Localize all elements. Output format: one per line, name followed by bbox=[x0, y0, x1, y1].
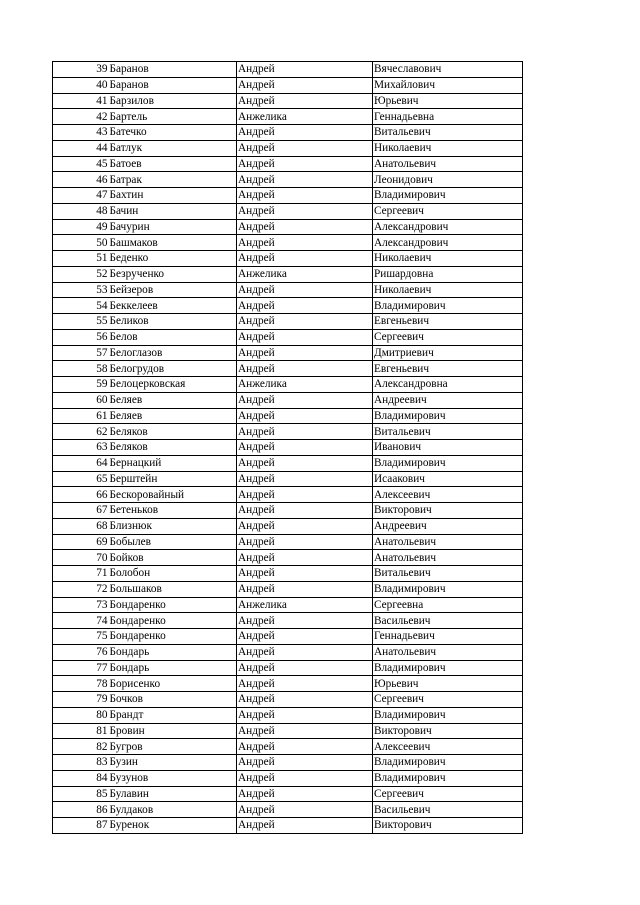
last-name-cell: Болобон bbox=[109, 566, 237, 582]
first-name-cell: Андрей bbox=[237, 156, 373, 172]
first-name-cell: Анжелика bbox=[237, 266, 373, 282]
row-number-cell: 55 bbox=[53, 314, 109, 330]
row-number-cell: 76 bbox=[53, 644, 109, 660]
row-number-cell: 63 bbox=[53, 440, 109, 456]
first-name-cell: Андрей bbox=[237, 786, 373, 802]
table-row bbox=[53, 93, 523, 109]
last-name-cell: Безрученко bbox=[109, 266, 237, 282]
first-name-cell: Андрей bbox=[237, 408, 373, 424]
table-row bbox=[53, 109, 523, 125]
table-row bbox=[53, 770, 523, 786]
last-name-cell: Баранов bbox=[109, 77, 237, 93]
last-name-cell: Барзилов bbox=[109, 93, 237, 109]
middle-name-cell: Александрович bbox=[373, 235, 523, 251]
first-name-cell: Андрей bbox=[237, 802, 373, 818]
last-name-cell: Большаков bbox=[109, 581, 237, 597]
row-number-cell: 41 bbox=[53, 93, 109, 109]
row-number-cell: 48 bbox=[53, 203, 109, 219]
last-name-cell: Бескоровайный bbox=[109, 487, 237, 503]
last-name-cell: Бартель bbox=[109, 109, 237, 125]
table-row bbox=[53, 581, 523, 597]
last-name-cell: Беляев bbox=[109, 392, 237, 408]
table-row bbox=[53, 140, 523, 156]
first-name-cell: Андрей bbox=[237, 471, 373, 487]
table-row bbox=[53, 534, 523, 550]
row-number-cell: 49 bbox=[53, 219, 109, 235]
middle-name-cell: Сергеевич bbox=[373, 786, 523, 802]
row-number-cell: 54 bbox=[53, 298, 109, 314]
last-name-cell: Белоглазов bbox=[109, 345, 237, 361]
first-name-cell: Андрей bbox=[237, 219, 373, 235]
row-number-cell: 81 bbox=[53, 723, 109, 739]
middle-name-cell: Анатольевич bbox=[373, 156, 523, 172]
table-row bbox=[53, 676, 523, 692]
middle-name-cell: Дмитриевич bbox=[373, 345, 523, 361]
middle-name-cell: Владимирович bbox=[373, 298, 523, 314]
middle-name-cell: Викторович bbox=[373, 818, 523, 834]
middle-name-cell: Ришардовна bbox=[373, 266, 523, 282]
table-row bbox=[53, 314, 523, 330]
middle-name-cell: Вячеславович bbox=[373, 62, 523, 78]
middle-name-cell: Юрьевич bbox=[373, 93, 523, 109]
row-number-cell: 78 bbox=[53, 676, 109, 692]
middle-name-cell: Владимирович bbox=[373, 581, 523, 597]
last-name-cell: Башмаков bbox=[109, 235, 237, 251]
middle-name-cell: Николаевич bbox=[373, 140, 523, 156]
last-name-cell: Борисенко bbox=[109, 676, 237, 692]
names-table bbox=[52, 61, 523, 834]
middle-name-cell: Сергеевна bbox=[373, 597, 523, 613]
table-row bbox=[53, 739, 523, 755]
last-name-cell: Бондаренко bbox=[109, 597, 237, 613]
first-name-cell: Андрей bbox=[237, 392, 373, 408]
table-row bbox=[53, 692, 523, 708]
first-name-cell: Андрей bbox=[237, 566, 373, 582]
middle-name-cell: Васильевич bbox=[373, 802, 523, 818]
last-name-cell: Бузунов bbox=[109, 770, 237, 786]
row-number-cell: 53 bbox=[53, 282, 109, 298]
last-name-cell: Бондарь bbox=[109, 644, 237, 660]
middle-name-cell: Алексеевич bbox=[373, 739, 523, 755]
last-name-cell: Беляков bbox=[109, 440, 237, 456]
table-row bbox=[53, 188, 523, 204]
table-row bbox=[53, 629, 523, 645]
row-number-cell: 83 bbox=[53, 755, 109, 771]
last-name-cell: Бойков bbox=[109, 550, 237, 566]
table-row bbox=[53, 219, 523, 235]
table-row bbox=[53, 487, 523, 503]
middle-name-cell: Иванович bbox=[373, 440, 523, 456]
table-row bbox=[53, 298, 523, 314]
first-name-cell: Андрей bbox=[237, 361, 373, 377]
last-name-cell: Бузин bbox=[109, 755, 237, 771]
table-row bbox=[53, 203, 523, 219]
middle-name-cell: Владимирович bbox=[373, 660, 523, 676]
first-name-cell: Андрей bbox=[237, 172, 373, 188]
row-number-cell: 79 bbox=[53, 692, 109, 708]
middle-name-cell: Михайлович bbox=[373, 77, 523, 93]
table-row bbox=[53, 440, 523, 456]
middle-name-cell: Сергеевич bbox=[373, 329, 523, 345]
row-number-cell: 45 bbox=[53, 156, 109, 172]
row-number-cell: 82 bbox=[53, 739, 109, 755]
table-row bbox=[53, 77, 523, 93]
last-name-cell: Буренок bbox=[109, 818, 237, 834]
middle-name-cell: Андреевич bbox=[373, 392, 523, 408]
last-name-cell: Бугров bbox=[109, 739, 237, 755]
last-name-cell: Бровин bbox=[109, 723, 237, 739]
middle-name-cell: Анатольевич bbox=[373, 534, 523, 550]
row-number-cell: 57 bbox=[53, 345, 109, 361]
first-name-cell: Анжелика bbox=[237, 377, 373, 393]
table-row bbox=[53, 566, 523, 582]
first-name-cell: Андрей bbox=[237, 581, 373, 597]
table-row bbox=[53, 345, 523, 361]
first-name-cell: Андрей bbox=[237, 723, 373, 739]
middle-name-cell: Витальевич bbox=[373, 566, 523, 582]
last-name-cell: Белоцерковская bbox=[109, 377, 237, 393]
table-row bbox=[53, 377, 523, 393]
row-number-cell: 51 bbox=[53, 251, 109, 267]
table-row bbox=[53, 723, 523, 739]
middle-name-cell: Владимирович bbox=[373, 707, 523, 723]
last-name-cell: Бобылев bbox=[109, 534, 237, 550]
table-row bbox=[53, 361, 523, 377]
last-name-cell: Бейзеров bbox=[109, 282, 237, 298]
row-number-cell: 80 bbox=[53, 707, 109, 723]
row-number-cell: 50 bbox=[53, 235, 109, 251]
last-name-cell: Беляев bbox=[109, 408, 237, 424]
first-name-cell: Андрей bbox=[237, 235, 373, 251]
middle-name-cell: Николаевич bbox=[373, 282, 523, 298]
middle-name-cell: Геннадьевна bbox=[373, 109, 523, 125]
table-row bbox=[53, 408, 523, 424]
middle-name-cell: Викторович bbox=[373, 503, 523, 519]
last-name-cell: Бондаренко bbox=[109, 613, 237, 629]
row-number-cell: 39 bbox=[53, 62, 109, 78]
row-number-cell: 66 bbox=[53, 487, 109, 503]
table-row bbox=[53, 755, 523, 771]
first-name-cell: Андрей bbox=[237, 629, 373, 645]
table-row bbox=[53, 471, 523, 487]
last-name-cell: Бетеньков bbox=[109, 503, 237, 519]
row-number-cell: 87 bbox=[53, 818, 109, 834]
first-name-cell: Андрей bbox=[237, 329, 373, 345]
last-name-cell: Беликов bbox=[109, 314, 237, 330]
first-name-cell: Андрей bbox=[237, 424, 373, 440]
first-name-cell: Андрей bbox=[237, 440, 373, 456]
table-row bbox=[53, 156, 523, 172]
middle-name-cell: Витальевич bbox=[373, 424, 523, 440]
row-number-cell: 73 bbox=[53, 597, 109, 613]
first-name-cell: Андрей bbox=[237, 660, 373, 676]
row-number-cell: 52 bbox=[53, 266, 109, 282]
last-name-cell: Булдаков bbox=[109, 802, 237, 818]
row-number-cell: 44 bbox=[53, 140, 109, 156]
row-number-cell: 40 bbox=[53, 77, 109, 93]
last-name-cell: Белов bbox=[109, 329, 237, 345]
table-row bbox=[53, 597, 523, 613]
last-name-cell: Белогрудов bbox=[109, 361, 237, 377]
table-row bbox=[53, 550, 523, 566]
middle-name-cell: Анатольевич bbox=[373, 550, 523, 566]
row-number-cell: 74 bbox=[53, 613, 109, 629]
first-name-cell: Андрей bbox=[237, 755, 373, 771]
last-name-cell: Баранов bbox=[109, 62, 237, 78]
row-number-cell: 72 bbox=[53, 581, 109, 597]
table-row bbox=[53, 455, 523, 471]
table-row bbox=[53, 235, 523, 251]
first-name-cell: Андрей bbox=[237, 455, 373, 471]
middle-name-cell: Васильевич bbox=[373, 613, 523, 629]
middle-name-cell: Александровна bbox=[373, 377, 523, 393]
middle-name-cell: Исаакович bbox=[373, 471, 523, 487]
last-name-cell: Батечко bbox=[109, 125, 237, 141]
first-name-cell: Андрей bbox=[237, 613, 373, 629]
table-row bbox=[53, 786, 523, 802]
first-name-cell: Андрей bbox=[237, 487, 373, 503]
first-name-cell: Андрей bbox=[237, 550, 373, 566]
table-row bbox=[53, 802, 523, 818]
first-name-cell: Андрей bbox=[237, 62, 373, 78]
first-name-cell: Анжелика bbox=[237, 597, 373, 613]
first-name-cell: Андрей bbox=[237, 676, 373, 692]
row-number-cell: 84 bbox=[53, 770, 109, 786]
middle-name-cell: Владимирович bbox=[373, 755, 523, 771]
first-name-cell: Андрей bbox=[237, 644, 373, 660]
last-name-cell: Бахтин bbox=[109, 188, 237, 204]
last-name-cell: Батрак bbox=[109, 172, 237, 188]
middle-name-cell: Юрьевич bbox=[373, 676, 523, 692]
row-number-cell: 60 bbox=[53, 392, 109, 408]
middle-name-cell: Сергеевич bbox=[373, 692, 523, 708]
table-row bbox=[53, 818, 523, 834]
middle-name-cell: Викторович bbox=[373, 723, 523, 739]
middle-name-cell: Николаевич bbox=[373, 251, 523, 267]
last-name-cell: Батоев bbox=[109, 156, 237, 172]
first-name-cell: Андрей bbox=[237, 739, 373, 755]
row-number-cell: 61 bbox=[53, 408, 109, 424]
last-name-cell: Булавин bbox=[109, 786, 237, 802]
table-row bbox=[53, 329, 523, 345]
table-row bbox=[53, 707, 523, 723]
first-name-cell: Андрей bbox=[237, 282, 373, 298]
row-number-cell: 46 bbox=[53, 172, 109, 188]
table-row bbox=[53, 424, 523, 440]
row-number-cell: 75 bbox=[53, 629, 109, 645]
table-row bbox=[53, 266, 523, 282]
middle-name-cell: Владимирович bbox=[373, 408, 523, 424]
first-name-cell: Андрей bbox=[237, 314, 373, 330]
last-name-cell: Брандт bbox=[109, 707, 237, 723]
first-name-cell: Андрей bbox=[237, 707, 373, 723]
first-name-cell: Андрей bbox=[237, 818, 373, 834]
first-name-cell: Андрей bbox=[237, 345, 373, 361]
row-number-cell: 86 bbox=[53, 802, 109, 818]
table-body bbox=[53, 62, 523, 834]
middle-name-cell: Александрович bbox=[373, 219, 523, 235]
table-row bbox=[53, 644, 523, 660]
table-row bbox=[53, 62, 523, 78]
row-number-cell: 69 bbox=[53, 534, 109, 550]
table-row bbox=[53, 518, 523, 534]
first-name-cell: Андрей bbox=[237, 770, 373, 786]
table-row bbox=[53, 172, 523, 188]
middle-name-cell: Витальевич bbox=[373, 125, 523, 141]
row-number-cell: 67 bbox=[53, 503, 109, 519]
row-number-cell: 68 bbox=[53, 518, 109, 534]
row-number-cell: 77 bbox=[53, 660, 109, 676]
middle-name-cell: Сергеевич bbox=[373, 203, 523, 219]
middle-name-cell: Владимирович bbox=[373, 188, 523, 204]
middle-name-cell: Владимирович bbox=[373, 770, 523, 786]
table-row bbox=[53, 503, 523, 519]
table-row bbox=[53, 613, 523, 629]
first-name-cell: Андрей bbox=[237, 77, 373, 93]
last-name-cell: Близнюк bbox=[109, 518, 237, 534]
middle-name-cell: Евгеньевич bbox=[373, 361, 523, 377]
first-name-cell: Андрей bbox=[237, 203, 373, 219]
row-number-cell: 65 bbox=[53, 471, 109, 487]
middle-name-cell: Геннадьевич bbox=[373, 629, 523, 645]
first-name-cell: Андрей bbox=[237, 518, 373, 534]
last-name-cell: Бондаренко bbox=[109, 629, 237, 645]
last-name-cell: Беляков bbox=[109, 424, 237, 440]
first-name-cell: Андрей bbox=[237, 251, 373, 267]
table-row bbox=[53, 125, 523, 141]
table-row bbox=[53, 282, 523, 298]
row-number-cell: 62 bbox=[53, 424, 109, 440]
first-name-cell: Андрей bbox=[237, 140, 373, 156]
row-number-cell: 71 bbox=[53, 566, 109, 582]
first-name-cell: Андрей bbox=[237, 503, 373, 519]
row-number-cell: 58 bbox=[53, 361, 109, 377]
first-name-cell: Анжелика bbox=[237, 109, 373, 125]
last-name-cell: Батлук bbox=[109, 140, 237, 156]
row-number-cell: 64 bbox=[53, 455, 109, 471]
middle-name-cell: Анатольевич bbox=[373, 644, 523, 660]
last-name-cell: Бачурин bbox=[109, 219, 237, 235]
first-name-cell: Андрей bbox=[237, 534, 373, 550]
last-name-cell: Бачин bbox=[109, 203, 237, 219]
middle-name-cell: Евгеньевич bbox=[373, 314, 523, 330]
middle-name-cell: Андреевич bbox=[373, 518, 523, 534]
row-number-cell: 59 bbox=[53, 377, 109, 393]
row-number-cell: 43 bbox=[53, 125, 109, 141]
row-number-cell: 47 bbox=[53, 188, 109, 204]
middle-name-cell: Алексеевич bbox=[373, 487, 523, 503]
first-name-cell: Андрей bbox=[237, 188, 373, 204]
first-name-cell: Андрей bbox=[237, 298, 373, 314]
first-name-cell: Андрей bbox=[237, 125, 373, 141]
table-row bbox=[53, 251, 523, 267]
first-name-cell: Андрей bbox=[237, 93, 373, 109]
last-name-cell: Бочков bbox=[109, 692, 237, 708]
row-number-cell: 42 bbox=[53, 109, 109, 125]
middle-name-cell: Владимирович bbox=[373, 455, 523, 471]
last-name-cell: Бернацкий bbox=[109, 455, 237, 471]
row-number-cell: 56 bbox=[53, 329, 109, 345]
last-name-cell: Беденко bbox=[109, 251, 237, 267]
row-number-cell: 85 bbox=[53, 786, 109, 802]
table-row bbox=[53, 392, 523, 408]
row-number-cell: 70 bbox=[53, 550, 109, 566]
last-name-cell: Беккелеев bbox=[109, 298, 237, 314]
middle-name-cell: Леонидович bbox=[373, 172, 523, 188]
table-row bbox=[53, 660, 523, 676]
last-name-cell: Берштейн bbox=[109, 471, 237, 487]
first-name-cell: Андрей bbox=[237, 692, 373, 708]
last-name-cell: Бондарь bbox=[109, 660, 237, 676]
